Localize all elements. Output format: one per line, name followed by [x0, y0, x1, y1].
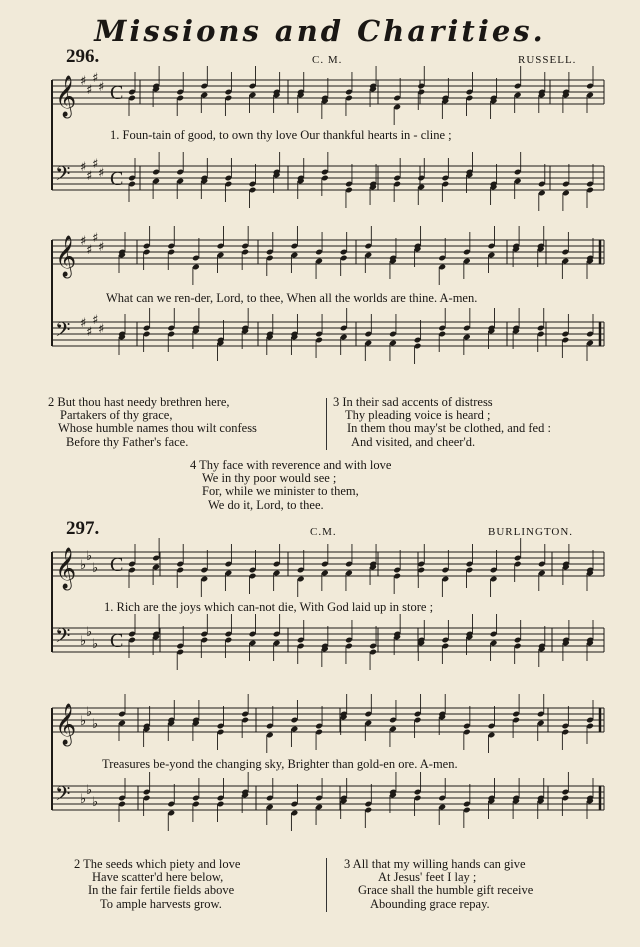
- stanza-divider: [326, 398, 327, 450]
- stanza: [190, 459, 391, 512]
- sharp-sign: ♯: [92, 157, 99, 172]
- hymn-meter: C. M.: [312, 54, 343, 66]
- stanza-line: In them thou may'st be clothed, and fed :: [347, 421, 551, 436]
- flat-sign: ♭: [92, 795, 99, 810]
- bass-clef: 𝄢: [55, 782, 71, 810]
- treble-clef: 𝄞: [55, 704, 77, 745]
- lyric-line: 1. Rich are the joys which can-not die, With God laid up in store ;: [104, 600, 434, 614]
- sharp-sign: ♯: [80, 316, 87, 331]
- sharp-sign: ♯: [98, 322, 105, 337]
- stanza-line: For, while we minister to them,: [202, 484, 359, 499]
- stanza: [344, 858, 533, 911]
- stanza-line: 3 In their sad accents of distress: [333, 395, 493, 409]
- sharp-sign: ♯: [80, 74, 87, 89]
- sharp-sign: ♯: [86, 243, 93, 258]
- stanza-line: 2 But thou hast needy brethren here,: [48, 395, 230, 409]
- stanza-line: We in thy poor would see ;: [202, 471, 337, 486]
- sharp-sign: ♯: [92, 313, 99, 328]
- treble-clef: 𝄞: [55, 236, 77, 277]
- time-signature: C: [110, 82, 124, 105]
- stanza-line: Abounding grace repay.: [370, 896, 490, 911]
- lyric-line: What can we ren-der, Lord, to thee, When all the worlds are thine. A-men.: [106, 291, 478, 305]
- sharp-sign: ♯: [86, 83, 93, 98]
- flat-sign: ♭: [86, 549, 93, 564]
- sharp-sign: ♯: [86, 169, 93, 184]
- sharp-sign: ♯: [92, 231, 99, 246]
- tune-name: BURLINGTON.: [488, 526, 574, 538]
- stanza-line: To ample harvests grow.: [100, 896, 222, 911]
- flat-sign: ♭: [80, 714, 87, 729]
- stanza-divider: [326, 858, 327, 912]
- flat-sign: ♭: [86, 625, 93, 640]
- lyric-line: 1. Foun-tain of good, to own thy love Our thankful hearts in - cline ;: [110, 128, 452, 142]
- bass-clef: 𝄢: [55, 624, 71, 652]
- sharp-sign: ♯: [80, 160, 87, 175]
- flat-sign: ♭: [86, 783, 93, 798]
- flat-sign: ♭: [92, 637, 99, 652]
- stanza-line: Grace shall the humble gift receive: [358, 883, 534, 898]
- tune-name: RUSSELL.: [518, 54, 577, 66]
- sharp-sign: ♯: [98, 166, 105, 181]
- hymn-number: 297.: [66, 518, 100, 539]
- flat-sign: ♭: [92, 561, 99, 576]
- sharp-sign: ♯: [92, 71, 99, 86]
- section-title: Missions and Charities.: [94, 14, 546, 48]
- stanza-line: And visited, and cheer'd.: [351, 434, 476, 449]
- stanza-line: Have scatter'd here below,: [92, 870, 224, 885]
- treble-clef: 𝄞: [55, 76, 77, 117]
- sharp-sign: ♯: [86, 325, 93, 340]
- sharp-sign: ♯: [98, 80, 105, 95]
- stanza: [333, 396, 551, 449]
- stanza-line: 2 The seeds which piety and love: [74, 857, 241, 871]
- bass-clef: 𝄢: [55, 162, 71, 190]
- bass-clef: 𝄢: [55, 318, 71, 346]
- stanza-line: 4 Thy face with reverence and with love: [190, 458, 392, 472]
- time-signature: C: [110, 630, 124, 653]
- time-signature: C: [110, 168, 124, 191]
- flat-sign: ♭: [80, 634, 87, 649]
- stanza: [74, 858, 240, 911]
- sharp-sign: ♯: [98, 240, 105, 255]
- time-signature: C: [110, 554, 124, 577]
- stanza-line: 3 All that my willing hands can give: [344, 857, 526, 871]
- stanza-line: Partakers of thy grace,: [60, 408, 173, 423]
- sharp-sign: ♯: [80, 234, 87, 249]
- flat-sign: ♭: [80, 792, 87, 807]
- flat-sign: ♭: [86, 705, 93, 720]
- stanza-line: Before thy Father's face.: [66, 434, 189, 449]
- stanza: [48, 396, 257, 449]
- flat-sign: ♭: [92, 717, 99, 732]
- stanza-line: In the fair fertile fields above: [88, 883, 235, 898]
- treble-clef: 𝄞: [55, 548, 77, 589]
- lyric-line: Treasures be-yond the changing sky, Brighter than gold-en ore. A-men.: [102, 757, 458, 771]
- stanza-line: We do it, Lord, to thee.: [208, 497, 324, 512]
- stanza-line: Thy pleading voice is heard ;: [345, 408, 491, 423]
- hymn-number: 296.: [66, 46, 100, 67]
- flat-sign: ♭: [80, 558, 87, 573]
- stanza-line: At Jesus' feet I lay ;: [378, 870, 477, 885]
- hymn-meter: C.M.: [310, 526, 337, 538]
- stanza-line: Whose humble names thou wilt confess: [58, 421, 257, 436]
